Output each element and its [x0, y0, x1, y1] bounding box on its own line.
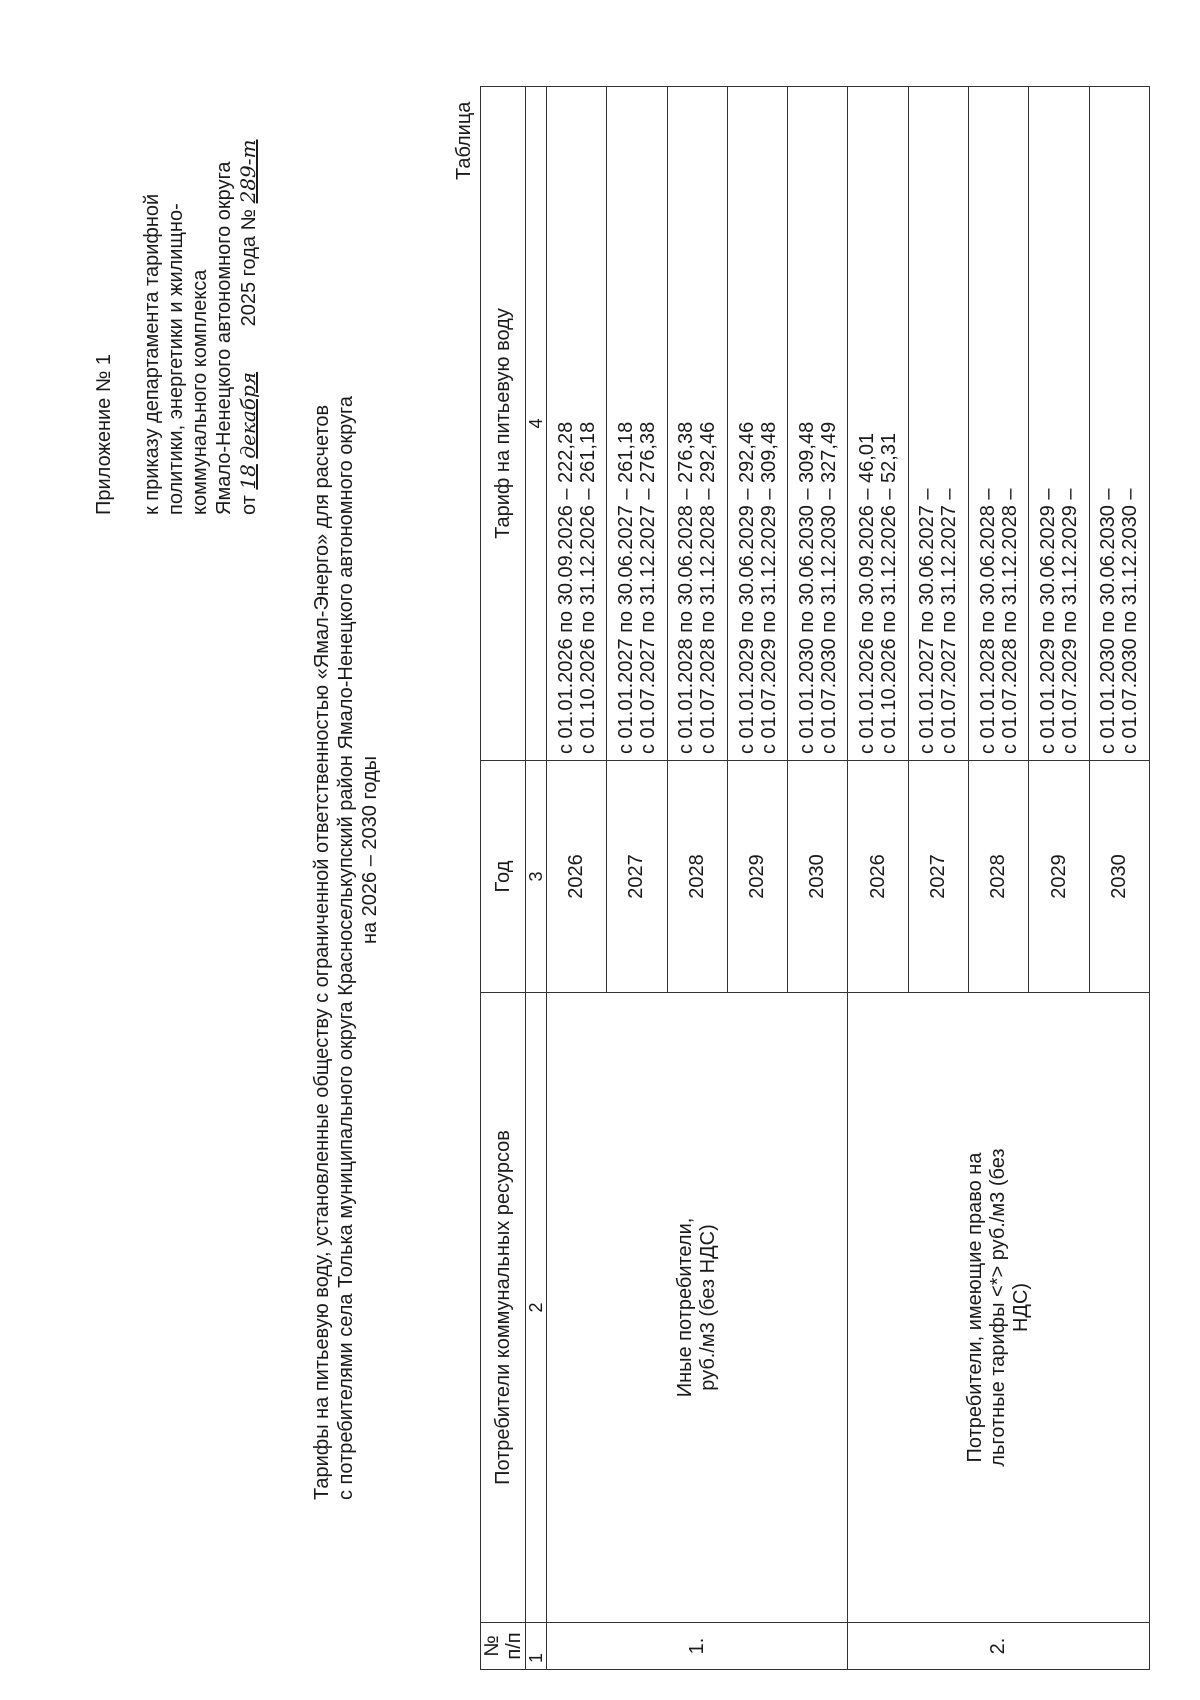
- year-cell: 2030: [1089, 761, 1149, 993]
- order-line: коммунального комплекса: [189, 269, 211, 515]
- tariff-cell: [788, 87, 848, 761]
- tariff-period: с 01.07.2028 по 31.12.2028 –: [998, 488, 1021, 754]
- tariff-period: с 01.07.2030 по 31.12.2030 –: [1119, 488, 1142, 754]
- tariff-period: с 01.07.2029 по 31.12.2029 –: [1059, 488, 1082, 754]
- header-number: № п/п: [481, 1623, 526, 1670]
- column-number: 1: [526, 1623, 547, 1670]
- row-number: 1.: [547, 1623, 848, 1670]
- year-cell: 2027: [908, 761, 968, 993]
- tariff-period: с 01.01.2030 по 30.06.2030 – 309,48: [795, 421, 818, 754]
- tariff-period: с 01.07.2030 по 31.12.2030 – 327,49: [817, 421, 840, 754]
- tariff-period: с 01.07.2028 по 31.12.2028 – 292,46: [697, 421, 720, 754]
- table-header-row: [481, 87, 526, 1670]
- column-number: 3: [526, 761, 547, 993]
- appendix-title: Приложение № 1: [93, 354, 115, 515]
- tariff-cell: [969, 87, 1029, 761]
- consumer-name: Иные потребители, руб./м3 (без НДС): [547, 993, 848, 1623]
- tariff-cell: [607, 87, 667, 761]
- header-tariff: Тариф на питьевую воду: [481, 87, 526, 761]
- column-number: 4: [526, 87, 547, 761]
- year-cell: 2026: [547, 761, 607, 993]
- order-line: Ямало-Ненецкого автономного округа: [213, 161, 235, 515]
- row-number: 2.: [848, 1623, 1150, 1670]
- order-date-line: [236, 140, 261, 516]
- title-line: на 2026 – 2030 годы: [359, 755, 381, 945]
- tariff-period: с 01.07.2027 по 31.12.2027 –: [938, 488, 961, 754]
- tariff-cell: [1089, 87, 1149, 761]
- year-cell: 2029: [727, 761, 787, 993]
- tariff-period: с 01.01.2030 по 30.06.2030 –: [1097, 488, 1120, 754]
- tariff-period: с 01.01.2028 по 30.06.2028 – 276,38: [675, 421, 698, 754]
- tariff-table: [480, 86, 1150, 1670]
- column-number-row: [526, 87, 547, 1670]
- date-day: 18: [236, 464, 260, 490]
- date-month: декабря: [236, 371, 260, 459]
- date-year: 2025 года №: [238, 208, 260, 327]
- column-number: 2: [526, 993, 547, 1623]
- title-line: Тарифы на питьевую воду, установленные обществу с ограниченной ответственностью «Ямал-Энерго» для расчетов: [311, 404, 333, 1500]
- order-line: политики, энергетики и жилищно-: [165, 203, 187, 515]
- tariff-period: с 01.01.2026 по 30.09.2026 – 46,01: [856, 432, 879, 754]
- year-cell: 2028: [969, 761, 1029, 993]
- year-cell: 2026: [848, 761, 908, 993]
- tariff-period: с 01.01.2029 по 30.06.2029 – 292,46: [735, 421, 758, 754]
- order-line: к приказу департамента тарифной: [141, 193, 163, 515]
- tariff-period: с 01.10.2026 по 31.12.2026 – 261,18: [576, 421, 599, 754]
- tariff-period: с 01.01.2027 по 30.06.2027 – 261,18: [614, 421, 637, 754]
- tariff-cell: [1029, 87, 1089, 761]
- tariff-cell: [848, 87, 908, 761]
- tariff-cell: [727, 87, 787, 761]
- tariff-cell: [547, 87, 607, 761]
- tariff-period: с 01.07.2029 по 31.12.2029 – 309,48: [757, 421, 780, 754]
- tariff-cell: [667, 87, 727, 761]
- year-cell: 2028: [667, 761, 727, 993]
- consumer-name: Потребители, имеющие право на льготные тарифы <*> руб./м3 (без НДС): [848, 993, 1150, 1623]
- tariff-period: с 01.01.2027 по 30.06.2027 –: [916, 488, 939, 754]
- header-year: Год: [481, 761, 526, 993]
- header-consumers: Потребители коммунальных ресурсов: [481, 993, 526, 1623]
- table-label: Таблица: [453, 101, 475, 180]
- title-line: с потребителями села Толька муниципального округа Красноселькупский район Ямало-Ненецкого автономного округа: [335, 396, 357, 1500]
- tariff-cell: [908, 87, 968, 761]
- tariff-period: с 01.10.2026 по 31.12.2026 – 52,31: [878, 432, 901, 754]
- order-number: 289-т: [236, 139, 260, 204]
- date-prefix: от: [238, 495, 260, 515]
- year-cell: 2027: [607, 761, 667, 993]
- tariff-period: с 01.01.2029 по 30.06.2029 –: [1037, 488, 1060, 754]
- table-row: [547, 87, 607, 1670]
- tariff-period: с 01.01.2028 по 30.06.2028 –: [976, 488, 999, 754]
- tariff-period: с 01.01.2026 по 30.09.2026 – 222,28: [554, 421, 577, 754]
- year-cell: 2029: [1029, 761, 1089, 993]
- tariff-period: с 01.07.2027 по 31.12.2027 – 276,38: [636, 421, 659, 754]
- year-cell: 2030: [788, 761, 848, 993]
- table-row: [848, 87, 908, 1670]
